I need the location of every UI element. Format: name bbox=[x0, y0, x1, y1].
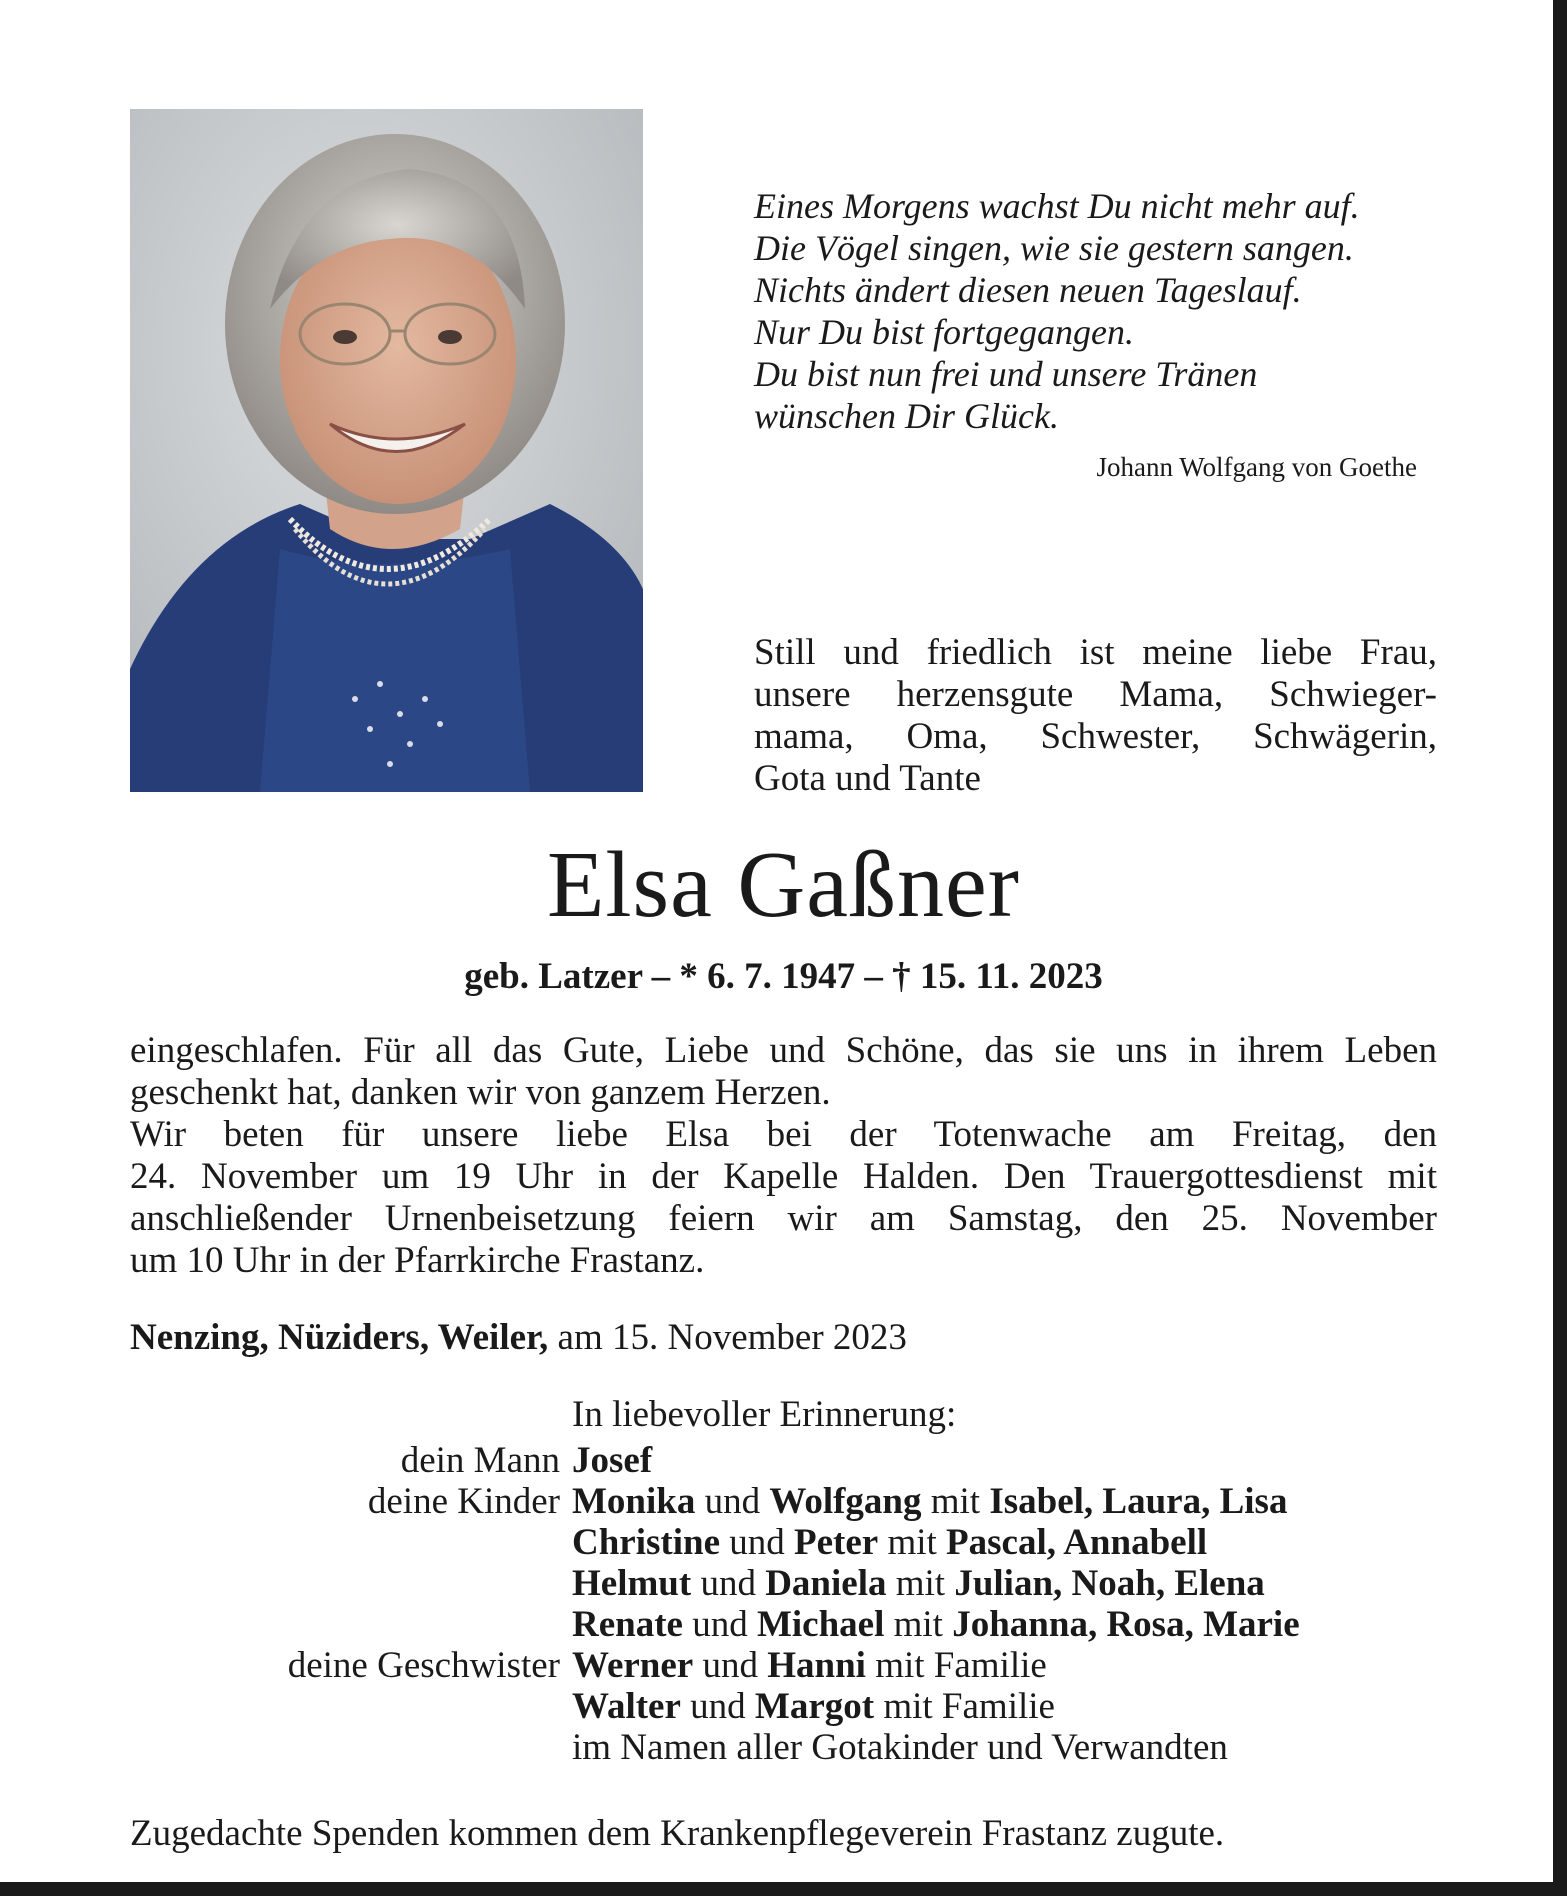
family-name: Josef bbox=[572, 1440, 653, 1481]
poem-line: Eines Morgens wachst Du nicht mehr auf. bbox=[754, 186, 1360, 226]
family-row bbox=[130, 1727, 1450, 1768]
body-line: um 10 Uhr in der Pfarrkirche Frastanz. bbox=[130, 1240, 705, 1281]
family-name: Pascal, Annabell bbox=[946, 1522, 1208, 1563]
family-name: Julian, Noah, Elena bbox=[954, 1563, 1265, 1604]
family-name: Christine bbox=[572, 1522, 720, 1563]
family-name: Monika bbox=[572, 1481, 696, 1522]
family-name: Johanna, Rosa, Marie bbox=[952, 1604, 1300, 1645]
announcement-body bbox=[130, 1030, 1437, 1282]
family-name: Margot bbox=[754, 1686, 875, 1727]
body-line: 24. November um 19 Uhr in der Kapelle Halden. Den Trauergottesdienst mit bbox=[130, 1156, 1437, 1197]
family-name: Renate bbox=[572, 1604, 683, 1645]
body-line: eingeschlafen. Für all das Gute, Liebe und Schöne, das sie uns in ihrem Leben bbox=[130, 1030, 1437, 1071]
intro-line: mama, Oma, Schwester, Schwägerin, bbox=[754, 716, 1437, 757]
family-row: Renate und Michael mit Johanna, Rosa, Marie bbox=[572, 1604, 1300, 1645]
family-row: deine Geschwister Werner und Hanni mit Familie bbox=[130, 1645, 1450, 1686]
intro-line: unsere herzensgute Mama, Schwieger- bbox=[754, 674, 1437, 715]
intro-line: Still und friedlich ist meine liebe Frau, bbox=[754, 632, 1437, 673]
family-row: Helmut und Daniela mit Julian, Noah, Elena bbox=[572, 1563, 1265, 1604]
family-name: Peter bbox=[794, 1522, 879, 1563]
family-name: Michael bbox=[756, 1604, 885, 1645]
family-name: Walter bbox=[572, 1686, 681, 1727]
intro-line: Gota und Tante bbox=[754, 758, 981, 799]
place-date-text: am 15. November 2023 bbox=[548, 1317, 907, 1358]
family-label: deine Kinder bbox=[367, 1481, 560, 1522]
family-label: deine Geschwister bbox=[287, 1645, 560, 1686]
memory-heading: In liebevoller Erinnerung: bbox=[572, 1394, 957, 1435]
family-name: Helmut bbox=[572, 1563, 692, 1604]
poem-line: Nur Du bist fortgegangen. bbox=[754, 312, 1135, 352]
intro-text bbox=[754, 632, 1437, 800]
body-line: geschenkt hat, danken wir von ganzem Herzen. bbox=[130, 1072, 831, 1113]
family-label: dein Mann bbox=[400, 1440, 560, 1481]
family-name: Wolfgang bbox=[769, 1481, 922, 1522]
body-line: anschließender Urnenbeisetzung feiern wir am Samstag, den 25. November bbox=[130, 1198, 1437, 1239]
family-name: Daniela bbox=[765, 1563, 887, 1604]
poem-line: Die Vögel singen, wie sie gestern sangen. bbox=[754, 228, 1354, 268]
deceased-dates: geb. Latzer – * 6. 7. 1947 – † 15. 11. 2023 bbox=[464, 956, 1103, 997]
family-row: Christine und Peter mit Pascal, Annabell bbox=[572, 1522, 1208, 1563]
family-name: Werner bbox=[572, 1645, 694, 1686]
deceased-name: Elsa Gaßner bbox=[547, 833, 1020, 937]
poem-line: Nichts ändert diesen neuen Tageslauf. bbox=[754, 270, 1302, 310]
family-row bbox=[130, 1440, 1450, 1481]
poem-line: Du bist nun frei und unsere Tränen bbox=[754, 354, 1258, 394]
poem-author: Johann Wolfgang von Goethe bbox=[1096, 452, 1417, 482]
poem bbox=[754, 185, 1454, 437]
place-towns: Nenzing, Nüziders, Weiler, bbox=[130, 1317, 549, 1358]
body-line: Wir beten für unsere liebe Elsa bei der Totenwache am Freitag, den bbox=[130, 1114, 1437, 1155]
family-name: Hanni bbox=[767, 1645, 866, 1686]
place-date bbox=[130, 1316, 907, 1359]
family-row: deine Kinder Monika und Wolfgang mit Isabel, Laura, Lisa bbox=[130, 1481, 1450, 1522]
donation-note: Zugedachte Spenden kommen dem Krankenpflegeverein Frastanz zugute. bbox=[130, 1813, 1225, 1854]
family-name: Isabel, Laura, Lisa bbox=[989, 1481, 1288, 1522]
poem-line: wünschen Dir Glück. bbox=[754, 396, 1059, 436]
family-row: Walter und Margot mit Familie bbox=[572, 1686, 1055, 1727]
portrait-photo bbox=[130, 109, 643, 792]
family-closing: im Namen aller Gotakinder und Verwandten bbox=[572, 1727, 1228, 1768]
family-list bbox=[130, 1440, 1450, 1768]
